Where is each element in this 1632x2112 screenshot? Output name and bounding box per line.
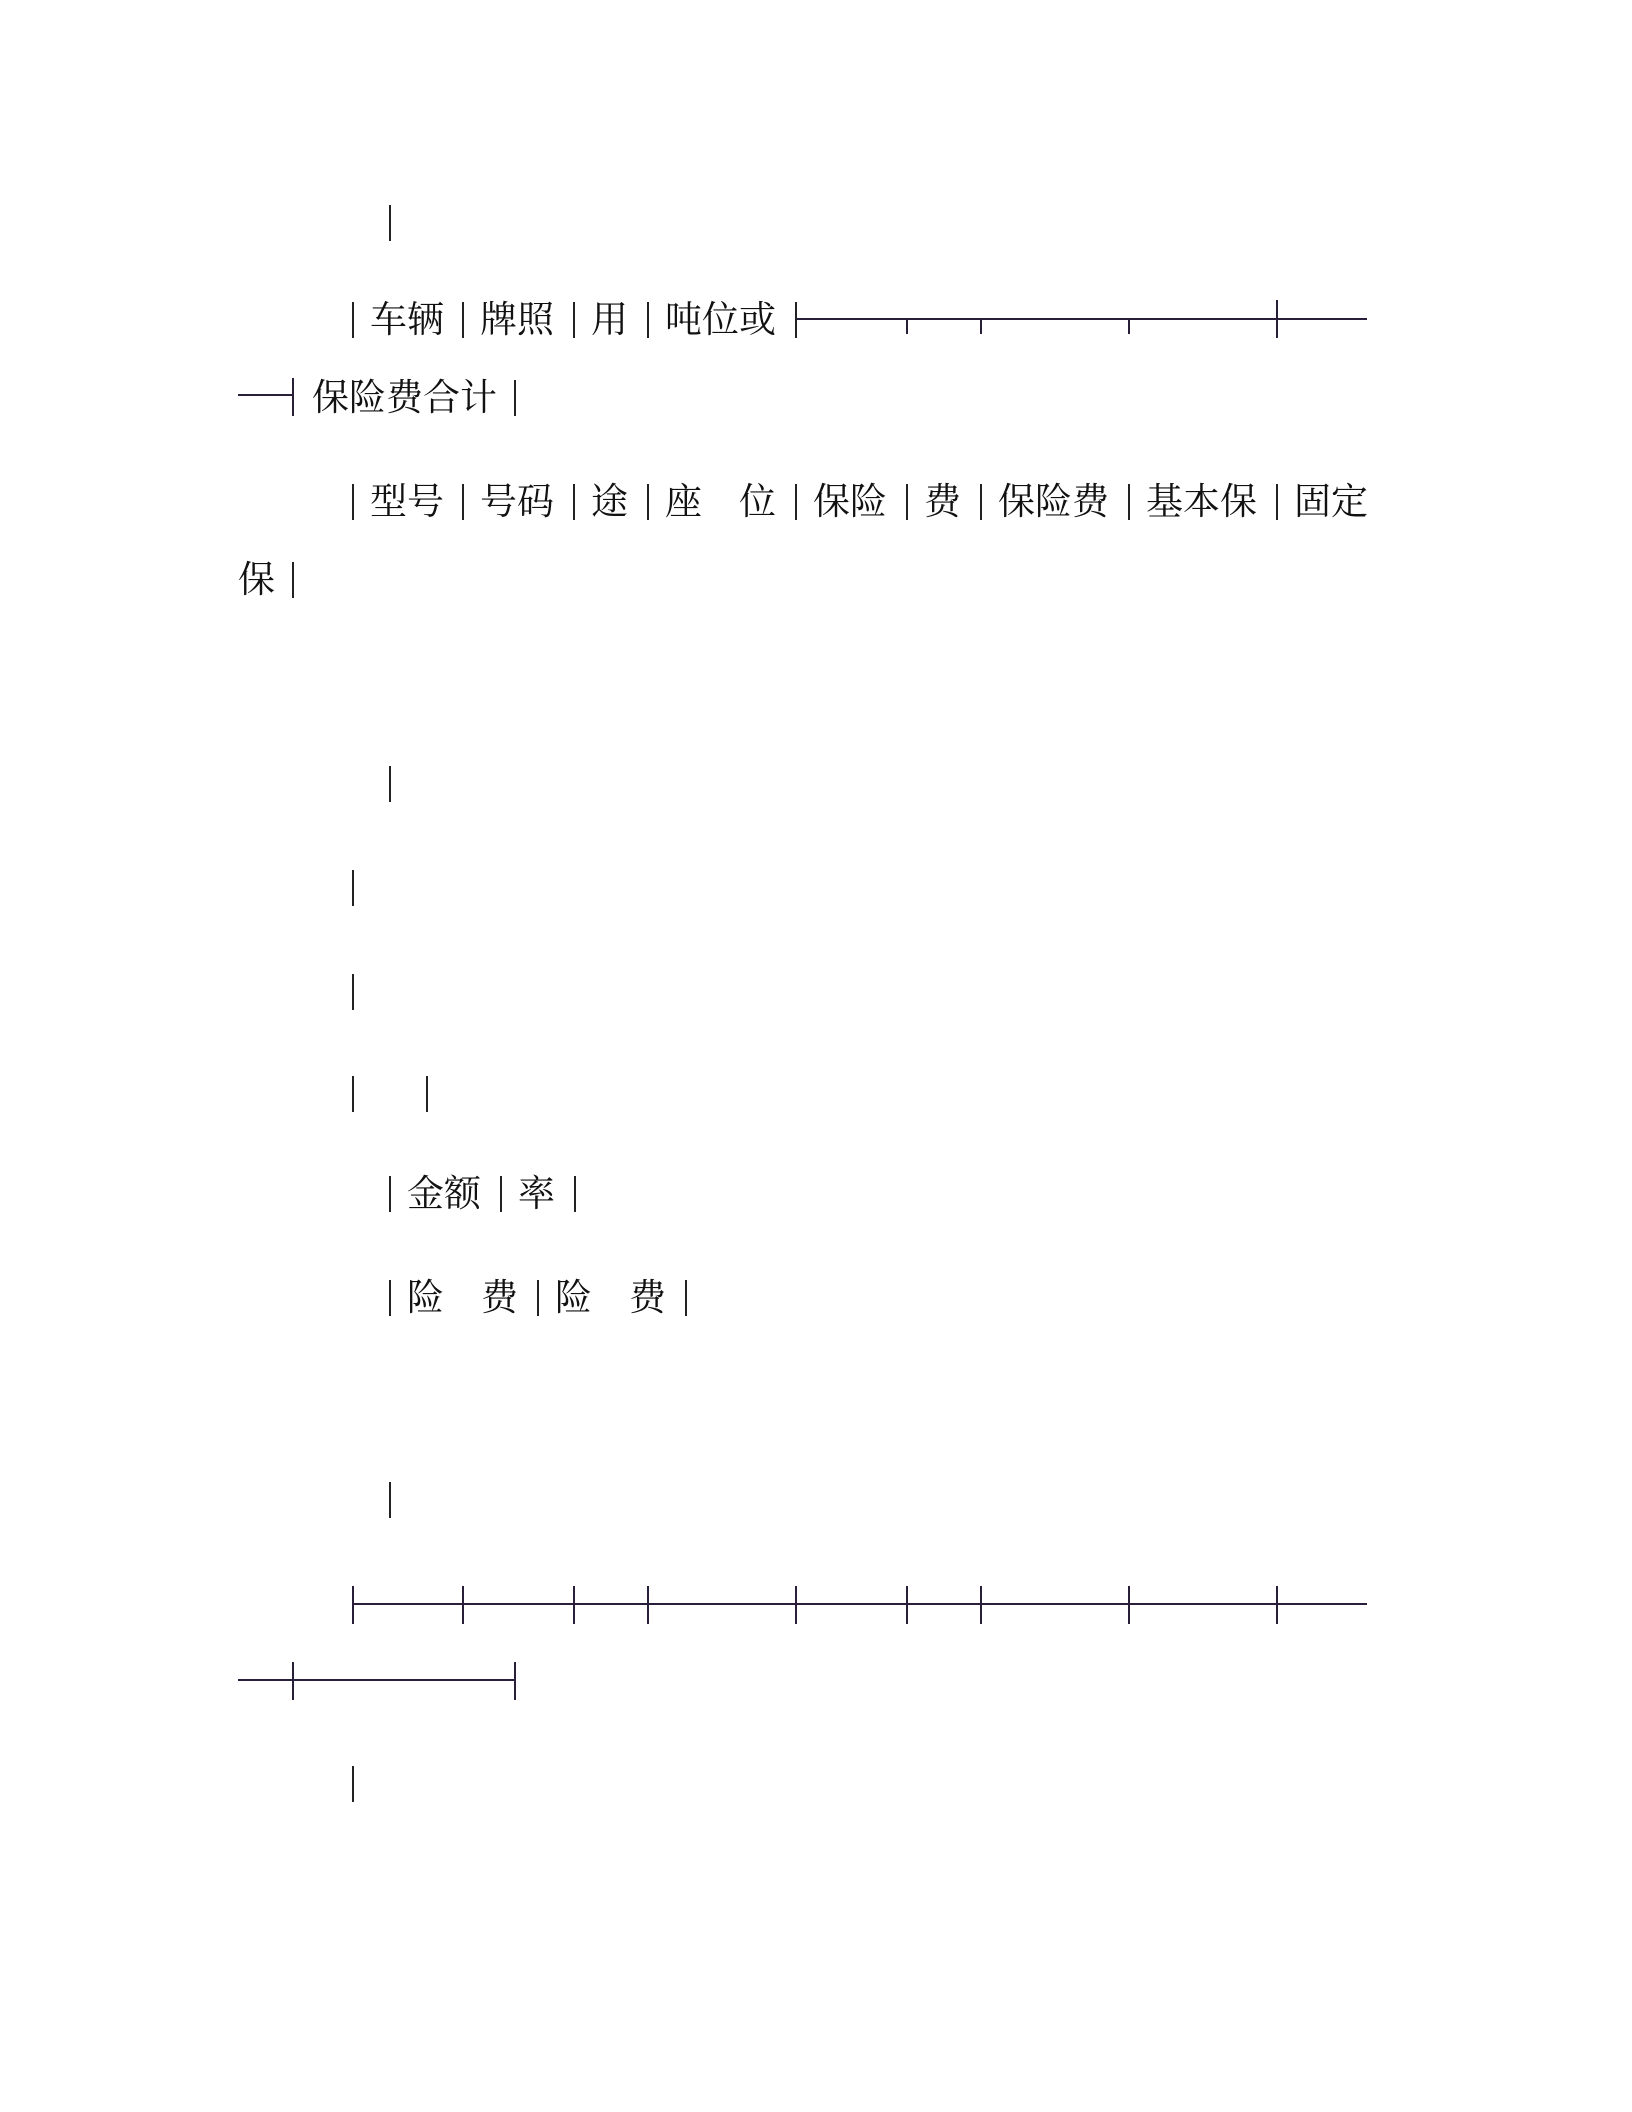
column-divider — [647, 484, 649, 520]
column-divider — [1276, 484, 1278, 520]
column-divider — [647, 302, 649, 338]
column-divider — [685, 1280, 687, 1316]
rule-tick — [906, 318, 908, 334]
rule-tick — [573, 1586, 575, 1624]
rule-tick — [1276, 1586, 1278, 1624]
rule-tick — [1128, 1586, 1130, 1624]
column-divider — [795, 484, 797, 520]
rule-tick — [352, 1586, 354, 1624]
table-rule — [238, 394, 294, 396]
rule-tick — [462, 1586, 464, 1624]
column-divider — [980, 484, 982, 520]
header-cell-vehicle: 车辆 — [370, 298, 444, 341]
column-divider — [389, 1176, 391, 1212]
header-cell-insurance: 保险 — [813, 480, 887, 523]
header-cell-purpose: 途 — [591, 480, 628, 523]
header-cell-premium: 保险费 — [998, 480, 1109, 523]
header-cell-model: 型号 — [370, 480, 444, 523]
rule-tick — [514, 1662, 516, 1700]
column-divider — [906, 484, 908, 520]
table-border-fragment — [352, 1766, 354, 1802]
column-divider — [795, 302, 797, 338]
column-divider — [352, 484, 354, 520]
rule-tick — [795, 1586, 797, 1624]
column-divider — [574, 1176, 576, 1212]
header-cell-wrap: 保 — [238, 558, 275, 601]
rule-tick — [1128, 318, 1130, 334]
header-cell-number: 号码 — [480, 480, 554, 523]
column-divider — [537, 1280, 539, 1316]
table-border-fragment — [426, 1076, 428, 1112]
rule-tick — [647, 1586, 649, 1624]
subheader-cell-premium-2: 险 费 — [555, 1276, 666, 1319]
column-divider — [514, 380, 516, 416]
header-cell-total-premium: 保险费合计 — [312, 376, 497, 419]
table-rule — [797, 318, 1367, 320]
table-border-fragment — [352, 1076, 354, 1112]
header-cell-seats: 座 位 — [665, 480, 776, 523]
rule-tick — [292, 1662, 294, 1700]
column-divider — [292, 562, 294, 598]
rule-tick — [980, 1586, 982, 1624]
column-divider — [352, 302, 354, 338]
subheader-cell-premium-1: 险 费 — [407, 1276, 518, 1319]
column-divider — [292, 378, 294, 416]
table-border-fragment — [352, 870, 354, 906]
column-divider — [500, 1176, 502, 1212]
header-cell-use: 用 — [591, 298, 628, 341]
header-cell-tonnage: 吨位或 — [665, 298, 776, 341]
column-divider — [462, 484, 464, 520]
rule-tick — [980, 318, 982, 334]
table-border-fragment — [389, 205, 391, 241]
column-divider — [389, 1280, 391, 1316]
table-border-fragment — [389, 1482, 391, 1518]
header-cell-basic: 基本保 — [1146, 480, 1257, 523]
subheader-cell-rate: 率 — [518, 1172, 555, 1215]
table-rule — [238, 1679, 516, 1681]
table-border-fragment — [389, 766, 391, 802]
rule-tick — [906, 1586, 908, 1624]
column-divider — [462, 302, 464, 338]
subheader-cell-amount: 金额 — [407, 1172, 481, 1215]
table-border-fragment — [352, 974, 354, 1010]
table-rule — [352, 1603, 1367, 1605]
header-cell-fee: 费 — [924, 480, 961, 523]
column-divider — [573, 484, 575, 520]
rule-tick — [1276, 300, 1278, 338]
header-cell-fixed: 固定 — [1294, 480, 1368, 523]
header-cell-license: 牌照 — [480, 298, 554, 341]
column-divider — [1128, 484, 1130, 520]
column-divider — [573, 302, 575, 338]
